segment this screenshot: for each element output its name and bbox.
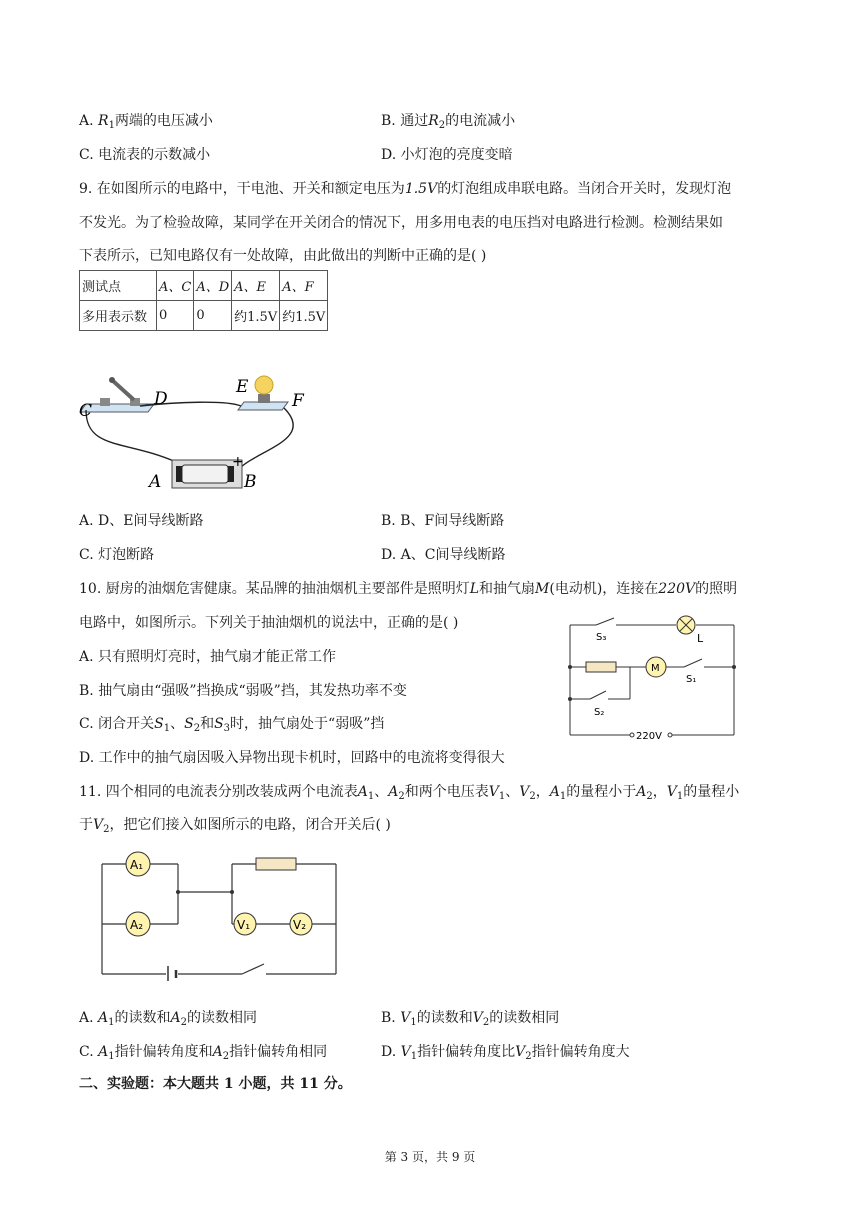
q9-circuit-figure [76,370,316,495]
q11-stem-line2: 于$V_2$，把它们接入如图所示的电路，闭合开关后( ) [79,817,391,835]
q10-option-c: C. 闭合开关$S_1$、$S_2$和$S_3$时，抽气扇处于“弱吸”挡 [79,716,385,734]
switch [242,964,264,974]
label-plus: + [232,454,244,470]
q11-circuit-figure [96,846,346,981]
q11-option-c: C. $A_1$指针偏转角度和$A_2$指针偏转角相同 [79,1044,328,1062]
q8-option-a: A. $R_1$两端的电压减小 [79,113,213,131]
section-heading: 二、实验题：本大题共 1 小题，共 11 分。 [79,1076,352,1092]
switch-s3 [596,618,614,625]
label-a: A [149,472,162,492]
q9-option-c: C. 灯泡断路 [79,547,155,563]
wire-c-a [86,410,176,462]
table-cell: A、C [157,271,194,301]
label-d: D [154,389,168,409]
bulb-icon [255,376,273,394]
q11-option-d: D. $V_1$指针偏转角度比$V_2$指针偏转角度大 [381,1044,630,1062]
label-b: B [244,472,257,492]
q9-stem-line3: 下表所示，已知电路仅有一处故障，由此做出的判断中正确的是( ) [79,248,487,264]
junction-dot [568,665,572,669]
label-m: M [651,663,660,674]
switch-terminal [100,398,110,406]
resistor-icon [586,662,616,672]
table-cell: 0 [194,301,232,331]
label-c: C [79,401,93,421]
label-v2: V₂ [293,918,307,932]
table-cell: 0 [157,301,194,331]
q9-option-a: A. D、E间导线断路 [79,513,204,529]
switch-knob [109,377,115,383]
q9-test-table [79,270,328,331]
label-s2: S₂ [594,707,605,718]
table-cell: 多用表示数 [80,301,157,331]
page-footer: 第 3 页，共 9 页 [384,1150,476,1164]
junction-dot [230,890,234,894]
label-s1: S₁ [686,674,697,685]
q10-stem-line1: 10. 厨房的油烟危害健康。某品牌的抽油烟机主要部件是照明灯L和抽气扇M(电动机)，连接在220V的照明 [79,581,738,597]
q9-option-d: D. A、C间导线断路 [381,547,506,563]
q10-option-a: A. 只有照明灯亮时，抽气扇才能正常工作 [79,649,337,665]
terminal [668,733,672,737]
q10-option-b: B. 抽气扇由“强吸”挡换成“弱吸”挡，其发热功率不变 [79,683,407,699]
switch-s1 [684,659,702,667]
label-s3: S₃ [596,632,607,643]
table-cell: 约1.5V [280,301,328,331]
lamp-base [238,402,288,410]
q10-stem-line2: 电路中，如图所示。下列关于抽油烟机的说法中，正确的是( ) [79,615,459,631]
label-v1: V₁ [237,918,251,932]
q8-option-b: B. 通过$R_2$的电流减小 [381,113,516,131]
q8-option-d: D. 小灯泡的亮度变暗 [381,147,513,163]
switch-s2 [590,691,606,699]
table-row [80,271,328,301]
battery-icon [182,465,228,483]
q9-option-b: B. B、F间导线断路 [381,513,505,529]
q9-stem-line2: 不发光。为了检验故障，某同学在开关闭合的情况下，用多用电表的电压挡对电路进行检测。检测结果如 [79,215,723,231]
wire-f-b [238,408,293,470]
junction-dot [176,890,180,894]
q11-stem-line1: 11. 四个相同的电流表分别改装成两个电流表$A_1$、$A_2$和两个电压表$V_1$、$V_2$，$A_1$的量程小于$A_2$，$V_1$的量程小 [79,784,740,802]
q11-option-b: B. $V_1$的读数和$V_2$的读数相同 [381,1010,560,1028]
battery-terminal [176,466,182,482]
q10-circuit-figure [566,615,746,740]
q10-option-d: D. 工作中的抽气扇因吸入异物出现卡机时，回路中的电流将变得很大 [79,750,505,766]
table-cell: A、D [194,271,232,301]
table-cell: 约1.5V [232,301,280,331]
label-e: E [236,377,249,397]
label-f: F [292,391,304,411]
lamp-socket [258,394,270,403]
table-cell: A、E [232,271,280,301]
q9-stem-line1: 9. 在如图所示的电路中，干电池、开关和额定电压为1.5V的灯泡组成串联电路。当闭合开关时，发现灯泡 [79,181,732,197]
switch-lever [112,380,134,400]
table-cell: 测试点 [80,271,157,301]
table-row [80,301,328,331]
junction-dot [732,665,736,669]
label-a2: A₂ [130,918,144,932]
label-a1: A₁ [130,858,144,872]
q11-option-a: A. $A_1$的读数和$A_2$的读数相同 [79,1010,258,1028]
table-cell: A、F [280,271,328,301]
label-l: L [697,632,704,645]
terminal [630,733,634,737]
junction-dot [568,697,572,701]
resistor-icon [256,858,296,870]
label-220v: 220V [636,731,662,740]
q8-option-c: C. 电流表的示数减小 [79,147,211,163]
